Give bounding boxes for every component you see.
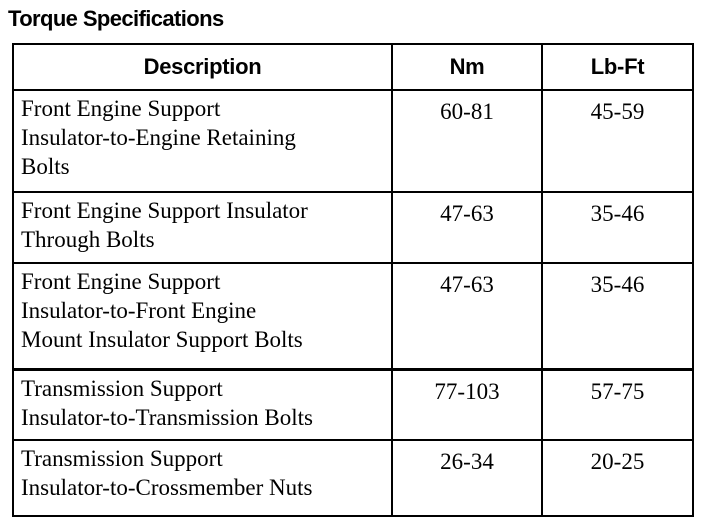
nm-cell: 60-81 bbox=[392, 90, 542, 192]
torque-spec-table bbox=[12, 43, 694, 517]
description-line: Insulator-to-Engine Retaining bbox=[21, 125, 296, 150]
nm-cell: 47-63 bbox=[392, 263, 542, 370]
description-cell bbox=[13, 370, 392, 441]
lbft-cell: 45-59 bbox=[542, 90, 693, 192]
nm-cell: 47-63 bbox=[392, 192, 542, 263]
header-nm: Nm bbox=[392, 44, 542, 90]
table-row bbox=[13, 90, 693, 192]
description-line: Through Bolts bbox=[21, 227, 155, 252]
description-cell bbox=[13, 192, 392, 263]
header-lbft: Lb-Ft bbox=[542, 44, 693, 90]
lbft-cell: 20-25 bbox=[542, 440, 693, 516]
description-line: Transmission Support bbox=[21, 376, 223, 401]
table-row bbox=[13, 263, 693, 370]
description-line: Insulator-to-Transmission Bolts bbox=[21, 405, 313, 430]
lbft-cell: 35-46 bbox=[542, 263, 693, 370]
page-title: Torque Specifications bbox=[8, 6, 224, 31]
description-cell bbox=[13, 90, 392, 192]
lbft-cell: 57-75 bbox=[542, 370, 693, 441]
nm-cell: 26-34 bbox=[392, 440, 542, 516]
table-row bbox=[13, 440, 693, 516]
nm-cell: 77-103 bbox=[392, 370, 542, 441]
description-line: Mount Insulator Support Bolts bbox=[21, 327, 303, 352]
table-row bbox=[13, 192, 693, 263]
lbft-cell: 35-46 bbox=[542, 192, 693, 263]
table-row bbox=[13, 370, 693, 441]
description-line: Bolts bbox=[21, 154, 70, 179]
description-cell bbox=[13, 263, 392, 370]
description-line: Insulator-to-Front Engine bbox=[21, 298, 257, 323]
description-cell bbox=[13, 440, 392, 516]
description-line: Transmission Support bbox=[21, 446, 223, 471]
description-line: Front Engine Support bbox=[21, 269, 221, 294]
description-line: Front Engine Support bbox=[21, 96, 221, 121]
description-line: Insulator-to-Crossmember Nuts bbox=[21, 475, 313, 500]
header-row bbox=[13, 44, 693, 90]
description-line: Front Engine Support Insulator bbox=[21, 198, 308, 223]
header-description: Description bbox=[13, 44, 392, 90]
